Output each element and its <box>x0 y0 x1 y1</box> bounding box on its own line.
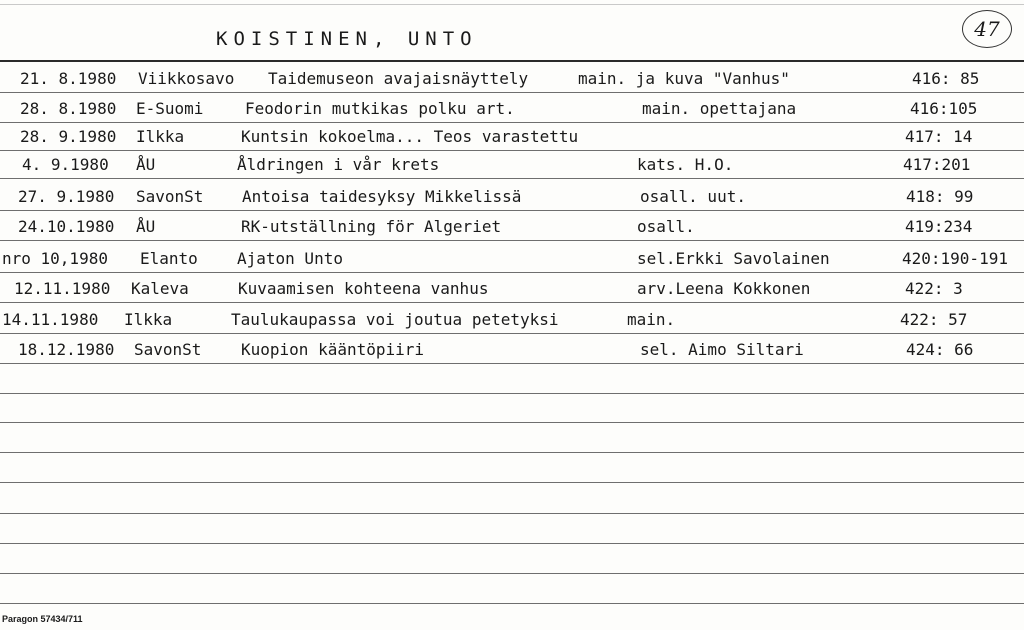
entry-note: osall. uut. <box>640 187 746 206</box>
entry-ref: 416: 85 <box>912 69 980 88</box>
entry-date: 27. 9.1980 <box>18 187 115 206</box>
entry-note: sel. Aimo Siltari <box>640 340 804 359</box>
entry-source: Ilkka <box>124 310 173 329</box>
entry-source: Viikkosavo <box>138 69 235 88</box>
card-header-name: KOISTINEN, UNTO <box>216 28 478 50</box>
entry-note: arv.Leena Kokkonen <box>637 279 811 298</box>
entry-title: Feodorin mutkikas polku art. <box>245 99 515 118</box>
entry-ref: 417: 14 <box>905 127 973 146</box>
entry-date: 14.11.1980 <box>2 310 99 329</box>
ruled-line <box>0 573 1024 574</box>
entry-note: main. <box>627 310 676 329</box>
entry-ref: 422: 57 <box>900 310 968 329</box>
ruled-line <box>0 482 1024 483</box>
entry-row <box>0 180 1024 210</box>
entry-date: nro 10,1980 <box>2 249 108 268</box>
entry-source: SavonSt <box>136 187 204 206</box>
entry-date: 24.10.1980 <box>18 217 115 236</box>
entry-ref: 419:234 <box>905 217 973 236</box>
ruled-line <box>0 178 1024 179</box>
entry-title: Kuvaamisen kohteena vanhus <box>238 279 489 298</box>
card-number-badge: 47 <box>962 10 1012 48</box>
entry-source: Kaleva <box>131 279 189 298</box>
entry-date: 28. 8.1980 <box>20 99 117 118</box>
entry-title: Kuntsin kokoelma... Teos varastettu <box>241 127 579 146</box>
entry-title: Taidemuseon avajaisnäyttely <box>268 69 529 88</box>
ruled-line <box>0 422 1024 423</box>
entry-ref: 416:105 <box>910 99 978 118</box>
entry-ref: 420:190-191 <box>902 249 1008 268</box>
entry-title: Åldringen i vår krets <box>237 155 440 174</box>
entry-note: kats. H.O. <box>637 155 734 174</box>
entry-date: 12.11.1980 <box>14 279 111 298</box>
card-footer: Paragon 57434/711 <box>2 614 83 624</box>
ruled-line <box>0 363 1024 364</box>
entry-row <box>0 272 1024 302</box>
entry-title: Ajaton Unto <box>237 249 343 268</box>
entry-row <box>0 303 1024 333</box>
entry-title: Taulukaupassa voi joutua petetyksi <box>231 310 559 329</box>
ruled-line <box>0 513 1024 514</box>
entry-note: osall. <box>637 217 695 236</box>
entry-row <box>0 333 1024 363</box>
entry-row <box>0 62 1024 92</box>
entry-row <box>0 242 1024 272</box>
ruled-line <box>0 240 1024 241</box>
entry-date: 21. 8.1980 <box>20 69 117 88</box>
entry-row <box>0 120 1024 150</box>
entry-note: sel.Erkki Savolainen <box>637 249 830 268</box>
ruled-line <box>0 603 1024 604</box>
entry-note: main. opettajana <box>642 99 797 118</box>
ruled-line <box>0 393 1024 394</box>
entry-date: 28. 9.1980 <box>20 127 117 146</box>
entry-source: E-Suomi <box>136 99 204 118</box>
entry-title: Antoisa taidesyksy Mikkelissä <box>242 187 522 206</box>
entry-ref: 418: 99 <box>906 187 974 206</box>
ruled-line <box>0 452 1024 453</box>
entry-source: Elanto <box>140 249 198 268</box>
entry-title: Kuopion kääntöpiiri <box>241 340 425 359</box>
entry-ref: 424: 66 <box>906 340 974 359</box>
entry-source: Ilkka <box>136 127 185 146</box>
top-rule <box>0 4 1024 5</box>
entry-row <box>0 210 1024 240</box>
entry-date: 4. 9.1980 <box>22 155 109 174</box>
entry-source: SavonSt <box>134 340 202 359</box>
entry-source: ÅU <box>136 155 156 174</box>
entry-note: main. ja kuva "Vanhus" <box>578 69 790 88</box>
entry-source: ÅU <box>136 217 156 236</box>
entry-row <box>0 92 1024 122</box>
entry-title: RK-utställning för Algeriet <box>241 217 502 236</box>
entry-ref: 422: 3 <box>905 279 963 298</box>
entry-row <box>0 148 1024 178</box>
entry-ref: 417:201 <box>903 155 971 174</box>
ruled-line <box>0 543 1024 544</box>
entry-date: 18.12.1980 <box>18 340 115 359</box>
